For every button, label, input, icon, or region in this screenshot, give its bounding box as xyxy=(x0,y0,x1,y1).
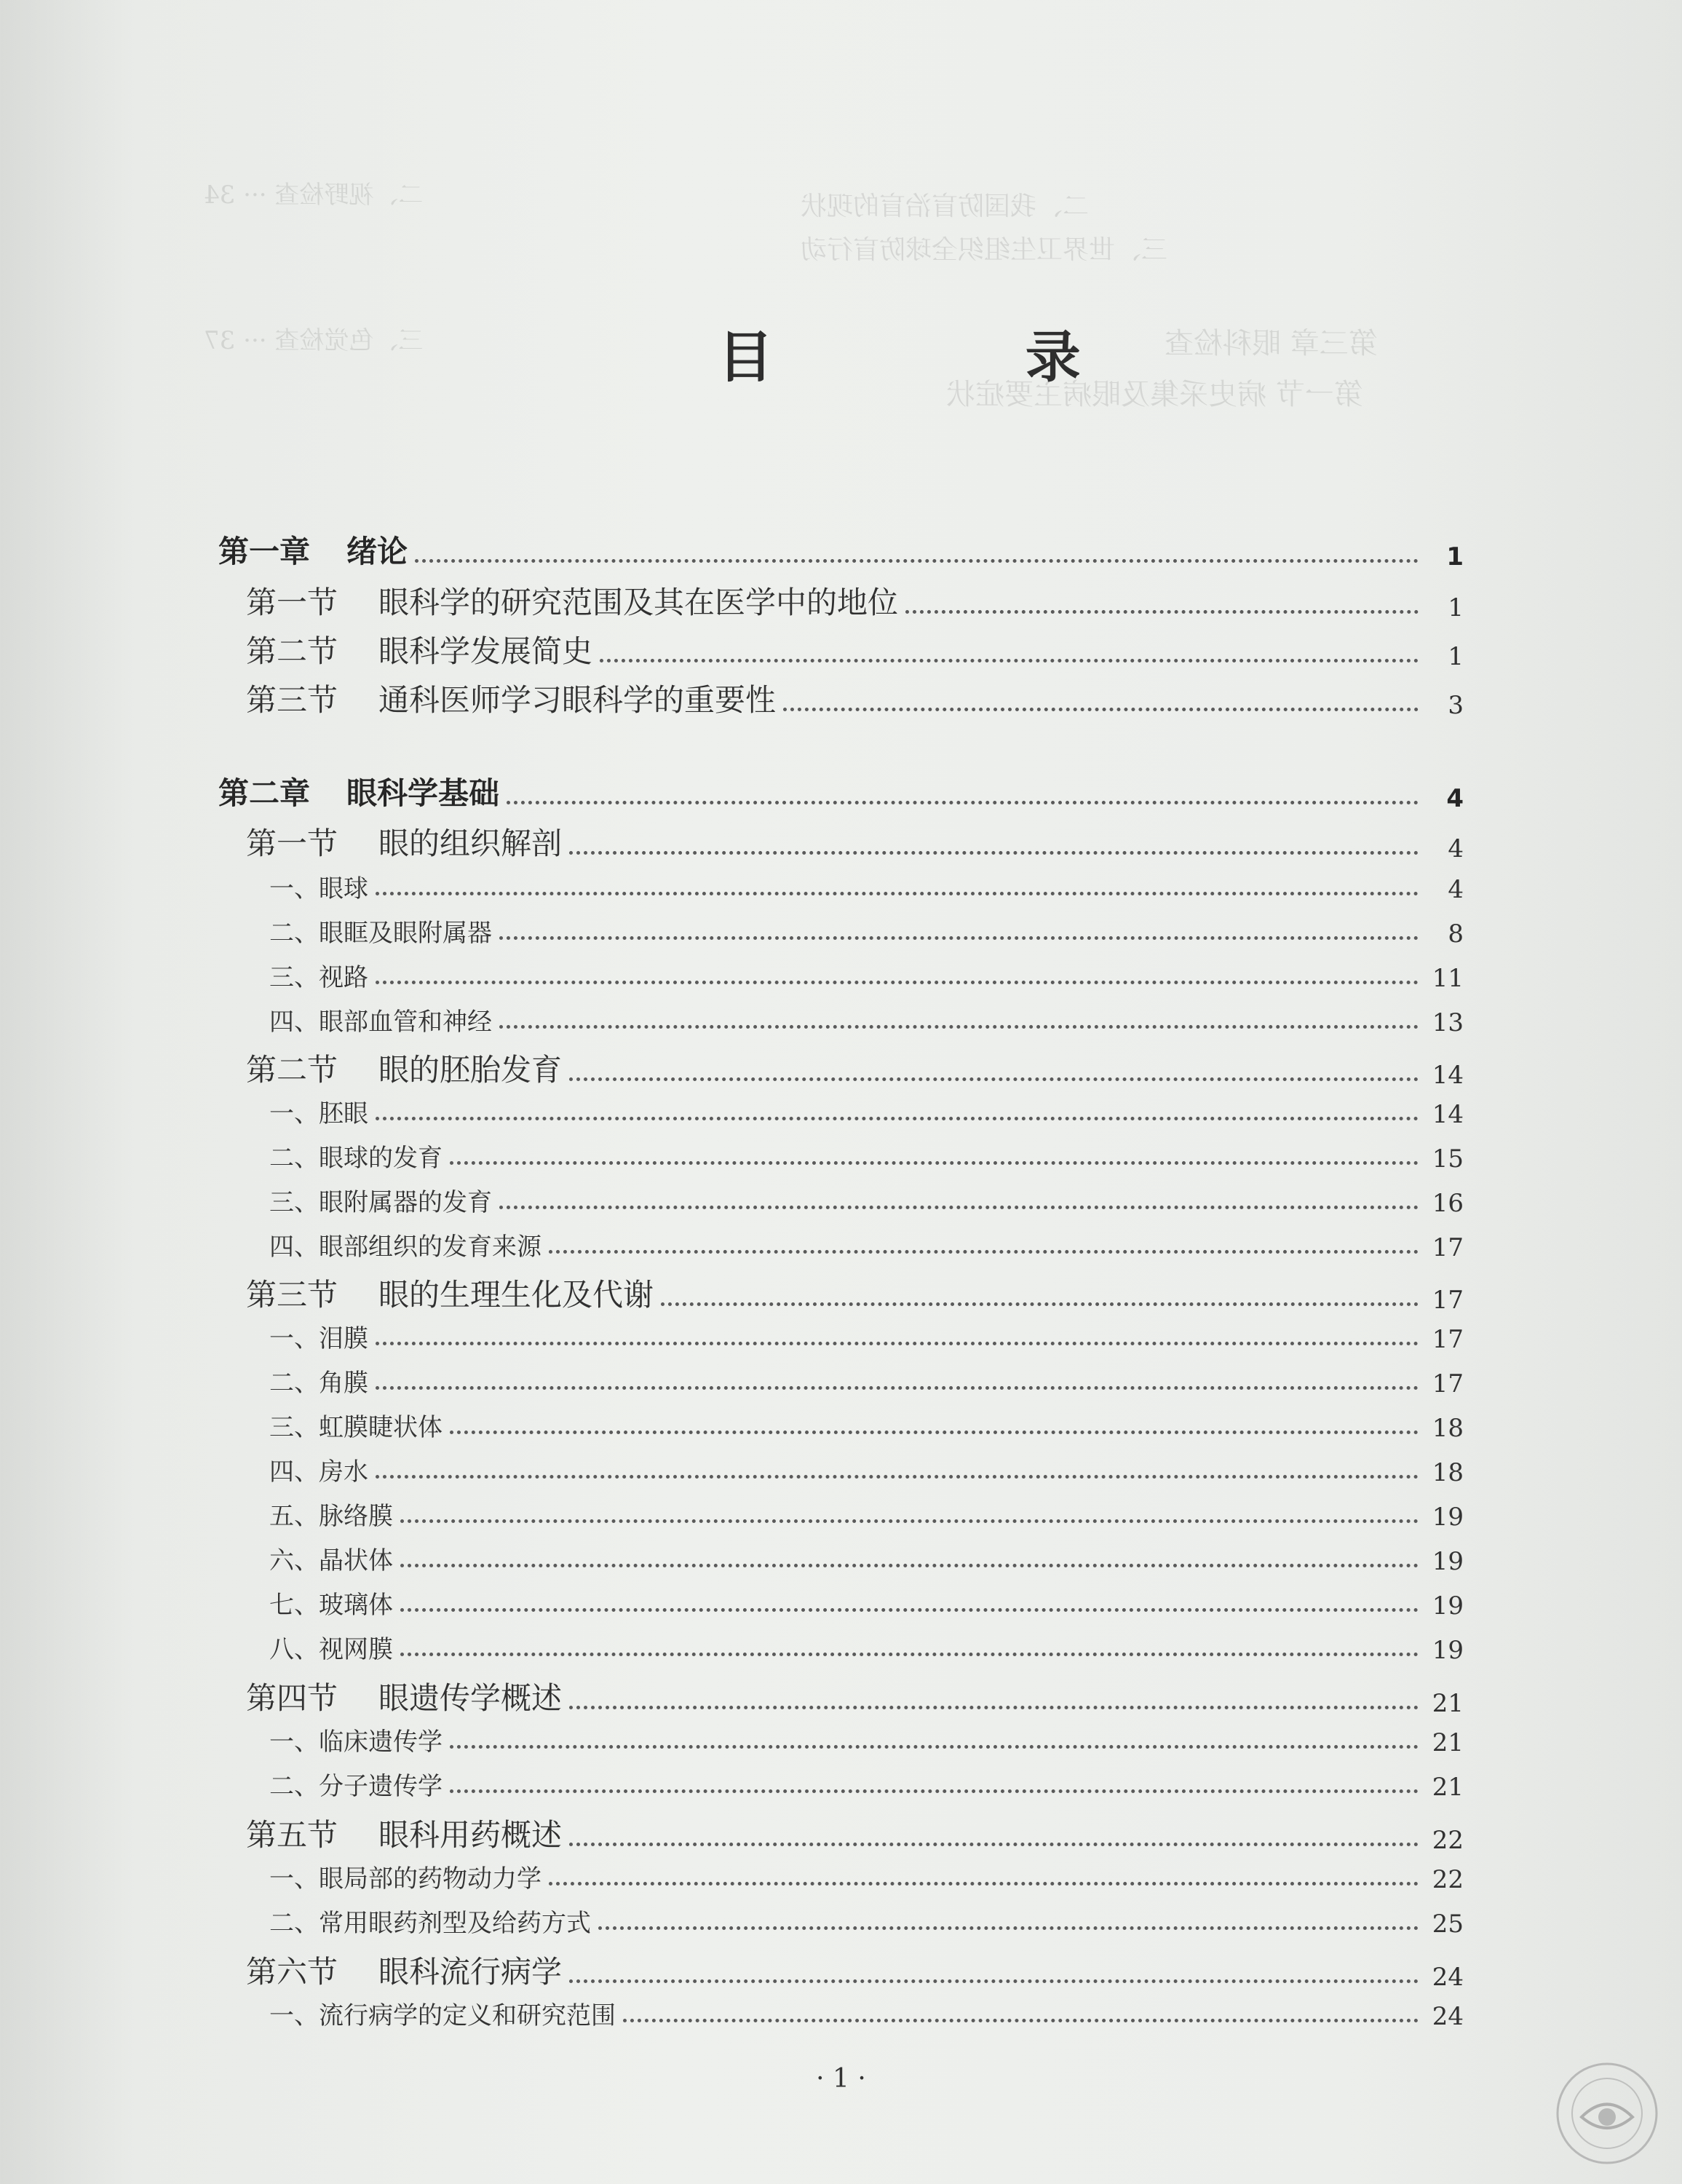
dot-leader xyxy=(905,610,1419,614)
toc-section-entry[interactable] xyxy=(246,1948,1464,1992)
dot-leader xyxy=(400,1519,1419,1523)
toc-item-entry[interactable] xyxy=(269,1318,1464,1354)
item-label: 四、眼部组织的发育来源 xyxy=(269,1233,542,1262)
toc-item-entry[interactable] xyxy=(269,1093,1464,1129)
page-number: 24 xyxy=(1432,1963,1464,1992)
item-label: 二、眼眶及眼附属器 xyxy=(269,919,492,948)
item-label: 一、胚眼 xyxy=(269,1099,368,1128)
page-number: 17 xyxy=(1432,1369,1464,1398)
toc-section-entry[interactable] xyxy=(246,628,1464,671)
page-number: 11 xyxy=(1432,964,1464,993)
toc-item-entry[interactable] xyxy=(269,1363,1464,1398)
hospital-watermark-logo xyxy=(1552,2059,1662,2168)
dot-leader xyxy=(549,1882,1419,1886)
page-number: 4 xyxy=(1448,834,1464,863)
toc-item-entry[interactable] xyxy=(269,1227,1464,1262)
item-label: 八、视网膜 xyxy=(269,1635,393,1664)
show-through-text: 二、视野检查 ··· 34 xyxy=(204,181,424,210)
item-label: 三、眼附属器的发育 xyxy=(269,1188,492,1217)
page-number: 14 xyxy=(1432,1061,1464,1090)
toc-item-entry[interactable] xyxy=(269,1496,1464,1532)
item-label: 一、眼球 xyxy=(269,874,368,903)
item-label: 三、视路 xyxy=(269,963,368,992)
section-label: 第六节 眼科流行病学 xyxy=(246,1954,563,1990)
item-label: 二、眼球的发育 xyxy=(269,1144,443,1173)
page-number: 17 xyxy=(1432,1233,1464,1262)
item-label: 一、眼局部的药物动力学 xyxy=(269,1864,542,1894)
page-number: 19 xyxy=(1432,1591,1464,1621)
toc-item-entry[interactable] xyxy=(269,1138,1464,1174)
dot-leader xyxy=(600,659,1419,662)
dot-leader xyxy=(661,1302,1419,1306)
page-number: 19 xyxy=(1432,1636,1464,1665)
toc-item-entry[interactable] xyxy=(269,1859,1464,1894)
page-number: 18 xyxy=(1432,1458,1464,1487)
section-label: 第二节 眼科学发展简史 xyxy=(246,633,593,669)
page-number: 19 xyxy=(1432,1503,1464,1532)
page-number: 17 xyxy=(1432,1325,1464,1354)
item-label: 四、房水 xyxy=(269,1457,368,1487)
section-label: 第三节 通科医师学习眼科学的重要性 xyxy=(246,682,777,718)
item-label: 四、眼部血管和神经 xyxy=(269,1008,492,1037)
toc-section-entry[interactable] xyxy=(246,820,1464,863)
page-number: 8 xyxy=(1448,919,1464,949)
page-number: 21 xyxy=(1432,1773,1464,1802)
dot-leader xyxy=(499,936,1419,940)
dot-leader xyxy=(569,1077,1419,1081)
dot-leader xyxy=(783,708,1419,711)
page-number: 4 xyxy=(1448,875,1464,904)
show-through-text: 第一节 病史采集及眼病主要症状 xyxy=(946,378,1363,411)
toc-section-entry[interactable] xyxy=(246,1674,1464,1718)
page-number: 21 xyxy=(1432,1728,1464,1757)
show-through-text: 二、我国防盲治盲的现状 xyxy=(801,191,1090,221)
page-number: 1 xyxy=(1448,593,1464,622)
item-label: 五、脉络膜 xyxy=(269,1502,393,1531)
toc-item-entry[interactable] xyxy=(269,1629,1464,1665)
show-through-text: 三、世界卫生组织全球防盲行动 xyxy=(801,235,1168,265)
chapter-label: 第二章 眼科学基础 xyxy=(218,775,500,811)
page-number: 15 xyxy=(1432,1144,1464,1174)
page-number: 14 xyxy=(1432,1100,1464,1129)
dot-leader xyxy=(598,1926,1419,1930)
dot-leader xyxy=(376,1386,1419,1390)
toc-item-entry[interactable] xyxy=(269,1452,1464,1487)
page-number: 1 xyxy=(1446,542,1464,571)
chapter-label: 第一章 绪论 xyxy=(218,534,408,569)
dot-leader xyxy=(376,1475,1419,1479)
dot-leader xyxy=(400,1653,1419,1656)
toc-item-entry[interactable] xyxy=(269,1585,1464,1621)
dot-leader xyxy=(450,1431,1419,1434)
toc-section-entry[interactable] xyxy=(246,579,1464,622)
dot-leader xyxy=(499,1206,1419,1209)
page-number: 4 xyxy=(1446,784,1464,813)
item-label: 一、临床遗传学 xyxy=(269,1728,443,1757)
dot-leader xyxy=(507,801,1419,804)
page-number: 18 xyxy=(1432,1414,1464,1443)
page-number: 19 xyxy=(1432,1547,1464,1576)
toc-section-entry[interactable] xyxy=(246,1271,1464,1315)
section-label: 第一节 眼的组织解剖 xyxy=(246,826,563,861)
toc-section-entry[interactable] xyxy=(246,1811,1464,1855)
section-label: 第三节 眼的生理生化及代谢 xyxy=(246,1277,654,1313)
toc-section-entry[interactable] xyxy=(246,676,1464,720)
show-through-text: 三、色觉检查 ··· 37 xyxy=(204,326,424,355)
section-label: 第一节 眼科学的研究范围及其在医学中的地位 xyxy=(246,585,899,620)
toc-item-entry[interactable] xyxy=(269,1903,1464,1939)
item-label: 七、玻璃体 xyxy=(269,1591,393,1620)
toc-item-entry[interactable] xyxy=(269,1995,1464,2031)
toc-item-entry[interactable] xyxy=(269,1766,1464,1802)
toc-section-entry[interactable] xyxy=(246,1046,1464,1090)
section-label: 第二节 眼的胚胎发育 xyxy=(246,1052,563,1088)
dot-leader xyxy=(450,1745,1419,1749)
page-number: 16 xyxy=(1432,1189,1464,1218)
dot-leader xyxy=(569,1979,1419,1983)
dot-leader xyxy=(569,1706,1419,1709)
toc-chapter-entry[interactable] xyxy=(218,769,1464,813)
dot-leader xyxy=(623,2019,1419,2022)
item-label: 六、晶状体 xyxy=(269,1546,393,1575)
dot-leader xyxy=(376,1117,1419,1120)
page-number: 22 xyxy=(1432,1865,1464,1894)
dot-leader xyxy=(415,559,1419,563)
dot-leader xyxy=(400,1564,1419,1567)
item-label: 二、常用眼药剂型及给药方式 xyxy=(269,1909,591,1938)
item-label: 三、虹膜睫状体 xyxy=(269,1413,443,1442)
page-footer-number: · 1 · xyxy=(816,2064,866,2094)
dot-leader xyxy=(549,1250,1419,1254)
dot-leader xyxy=(569,851,1419,855)
dot-leader xyxy=(376,981,1419,984)
toc-item-entry[interactable] xyxy=(269,913,1464,949)
page-title: 目 录 xyxy=(718,325,1197,389)
page-number: 3 xyxy=(1448,691,1464,720)
toc-chapter-entry[interactable] xyxy=(218,528,1464,571)
dot-leader xyxy=(450,1161,1419,1165)
item-label: 一、流行病学的定义和研究范围 xyxy=(269,2001,616,2030)
page-number: 22 xyxy=(1432,1826,1464,1855)
dot-leader xyxy=(569,1843,1419,1846)
dot-leader xyxy=(450,1789,1419,1793)
toc-item-entry[interactable] xyxy=(269,957,1464,993)
show-through-text: 第三章 眼科检查 xyxy=(1165,327,1378,360)
toc-item-entry[interactable] xyxy=(269,1540,1464,1576)
toc-item-entry[interactable] xyxy=(269,1407,1464,1443)
item-label: 二、角膜 xyxy=(269,1369,368,1398)
page-number: 1 xyxy=(1448,642,1464,671)
section-label: 第四节 眼遗传学概述 xyxy=(246,1680,563,1716)
page-number: 21 xyxy=(1432,1689,1464,1718)
item-label: 一、泪膜 xyxy=(269,1324,368,1353)
section-label: 第五节 眼科用药概述 xyxy=(246,1817,563,1853)
page-number: 17 xyxy=(1432,1286,1464,1315)
toc-item-entry[interactable] xyxy=(269,869,1464,904)
dot-leader xyxy=(499,1025,1419,1029)
page-number: 13 xyxy=(1432,1008,1464,1037)
dot-leader xyxy=(376,892,1419,895)
toc-item-entry[interactable] xyxy=(269,1722,1464,1757)
toc-item-entry[interactable] xyxy=(269,1182,1464,1218)
page-number: 25 xyxy=(1432,1910,1464,1939)
dot-leader xyxy=(376,1342,1419,1345)
page-number: 24 xyxy=(1432,2002,1464,2031)
item-label: 二、分子遗传学 xyxy=(269,1772,443,1801)
toc-item-entry[interactable] xyxy=(269,1002,1464,1037)
dot-leader xyxy=(400,1608,1419,1612)
